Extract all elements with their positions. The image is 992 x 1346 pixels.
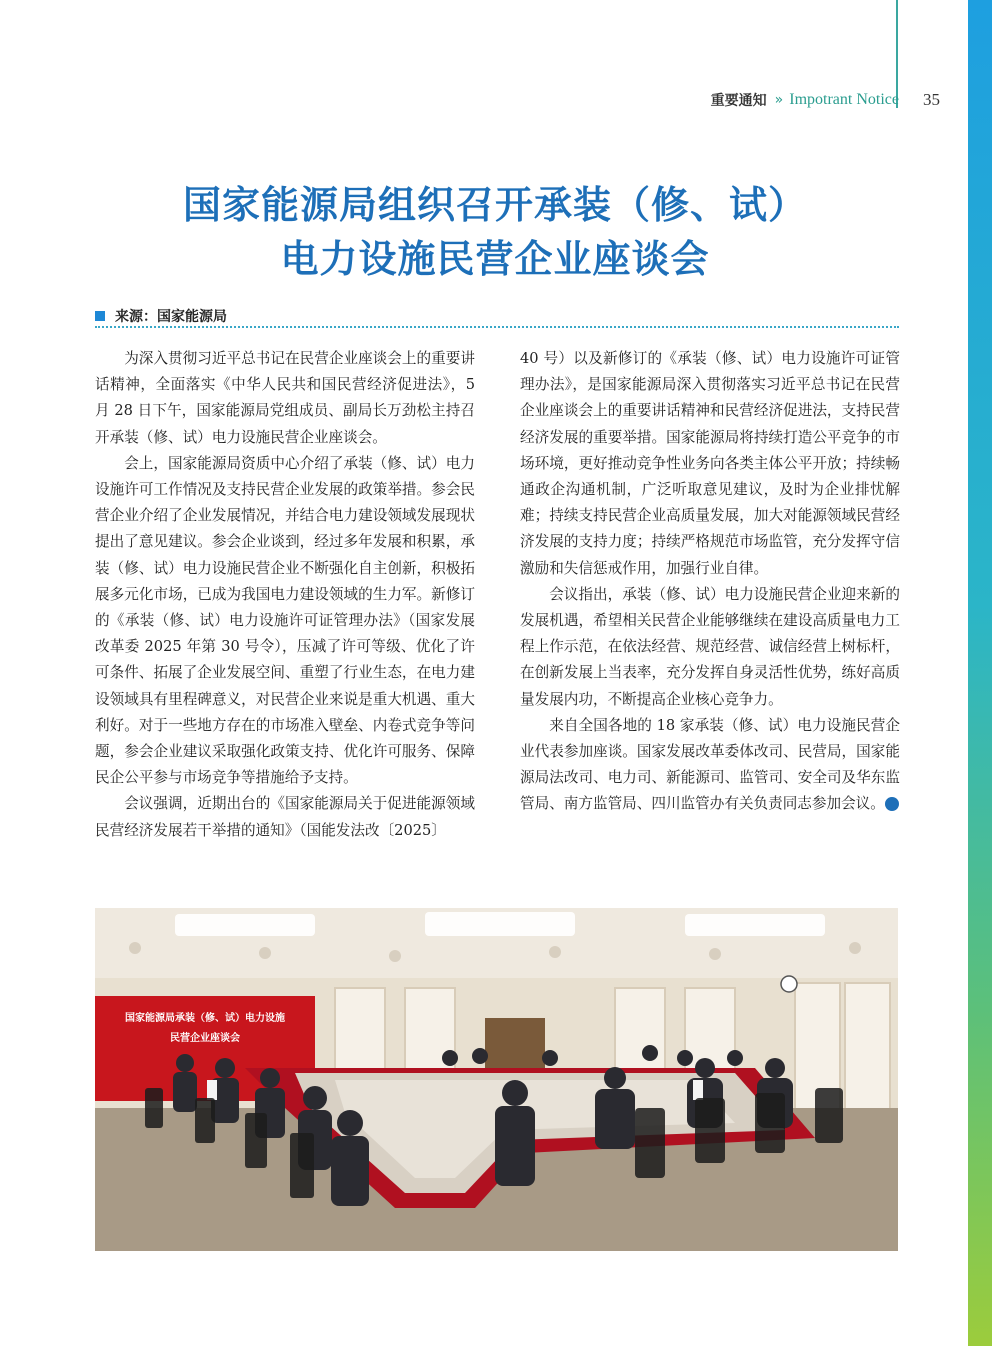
section-title-en: Impotrant Notice — [789, 91, 899, 108]
end-mark-icon: ◎ — [885, 797, 899, 811]
wall-panel — [845, 983, 890, 1113]
ceiling-light — [425, 912, 575, 936]
paragraph: 会议指出，承装（修、试）电力设施民营企业迎来新的发展机遇，希望相关民营企业能够继续在建设高质量电力工程上作示范，在依法经营、规范经营、诚信经营上树标杆，在创新发展上当表率，充分发挥自身灵活性优势，练好高质量发展内功，不断提高企业核心竞争力。 — [520, 585, 900, 708]
ceiling-light — [685, 914, 825, 936]
meeting-photo-illustration — [95, 908, 898, 1251]
paragraph: 会议强调，近期出台的《国家能源局关于促进能源领域民营经济发展若干举措的通知》（国能发法改〔2025〕 — [95, 795, 475, 839]
body-column-right — [520, 346, 922, 818]
ceiling-light — [175, 914, 315, 936]
dotted-divider — [95, 326, 899, 328]
wall-clock — [781, 976, 797, 992]
banner-text-1: 国家能源局承装（修、试）电力设施 — [125, 1013, 285, 1024]
paragraph: 为深入贯彻习近平总书记在民营企业座谈会上的重要讲话精神，全面落实《中华人民共和国民营经济促进法》，5 月 28 日下午，国家能源局党组成员、副局长万劲松主持召开承装（修、试）电力设施民营企业座谈会。 — [95, 350, 475, 446]
source-text: 来源：国家能源局 — [115, 309, 227, 325]
page-header — [620, 88, 940, 112]
body-column-left — [95, 346, 475, 844]
article-title — [95, 178, 895, 286]
side-color-bar — [968, 0, 992, 1346]
chevron-right-icon: » — [774, 92, 784, 108]
meeting-photo — [95, 908, 898, 1251]
page-number: 35 — [923, 90, 940, 109]
paragraph: 会上，国家能源局资质中心介绍了承装（修、试）电力设施许可工作情况及支持民营企业发展的政策举措。参会民营企业介绍了企业发展情况，并结合电力建设领域发展现状提出了意见建议。参会企业谈到，经过多年发展和积累，承装（修、试）电力设施民营企业不断强化自主创新，积极拓展多元化市场，已成为我国电力建设领域的生力军。新修订的《承装（修、试）电力设施许可证管理办法》（国家发展改革委 2025 年第 30 号令），压减了许可等级、优化了许可条件、拓展了企业发展空间、重塑了行业生态，在电力建设领域具有里程碑意义，对民营企业来说是重大机遇、重大利好。对于一些地方存在的市场准入壁垒、内卷式竞争等问题，参会企业建议采取强化政策支持、优化许可服务、保障民企公平参与市场竞争等措施给予支持。 — [95, 454, 475, 787]
paragraph-text: 来自全国各地的 18 家承装（修、试）电力设施民营企业代表参加座谈。国家发展改革委体改司、民营局，国家能源局法改司、电力司、新能源司、监管司、安全司及华东监管局、南方监管局、四川监管办有关负责同志参加会议。 — [520, 716, 900, 813]
paragraph-continued: 40 号）以及新修订的《承装（修、试）电力设施许可证管理办法》，是国家能源局深入贯彻落实习近平总书记在民营企业座谈会上的重要讲话精神和民营经济促进法，支持民营经济发展的重要举措。国家能源局将持续打造公平竞争的市场环境，更好推动竞争性业务向各类主体公平开放；持续畅通政企沟通机制，广泛听取意见建议，及时为企业排忧解难；持续支持民营企业高质量发展，加大对能源领域民营经济发展的支持力度；持续严格规范市场监管，充分发挥守信激励和失信惩戒作用，加强行业自律。 — [520, 350, 900, 577]
title-line-2: 电力设施民营企业座谈会 — [280, 237, 710, 281]
banner-text-2: 民营企业座谈会 — [170, 1033, 240, 1044]
section-title-cn: 重要通知 — [710, 93, 767, 109]
paragraph — [520, 713, 922, 818]
square-bullet-icon — [95, 311, 105, 321]
title-line-1: 国家能源局组织召开承装（修、试） — [182, 183, 807, 227]
source-line — [95, 305, 899, 327]
